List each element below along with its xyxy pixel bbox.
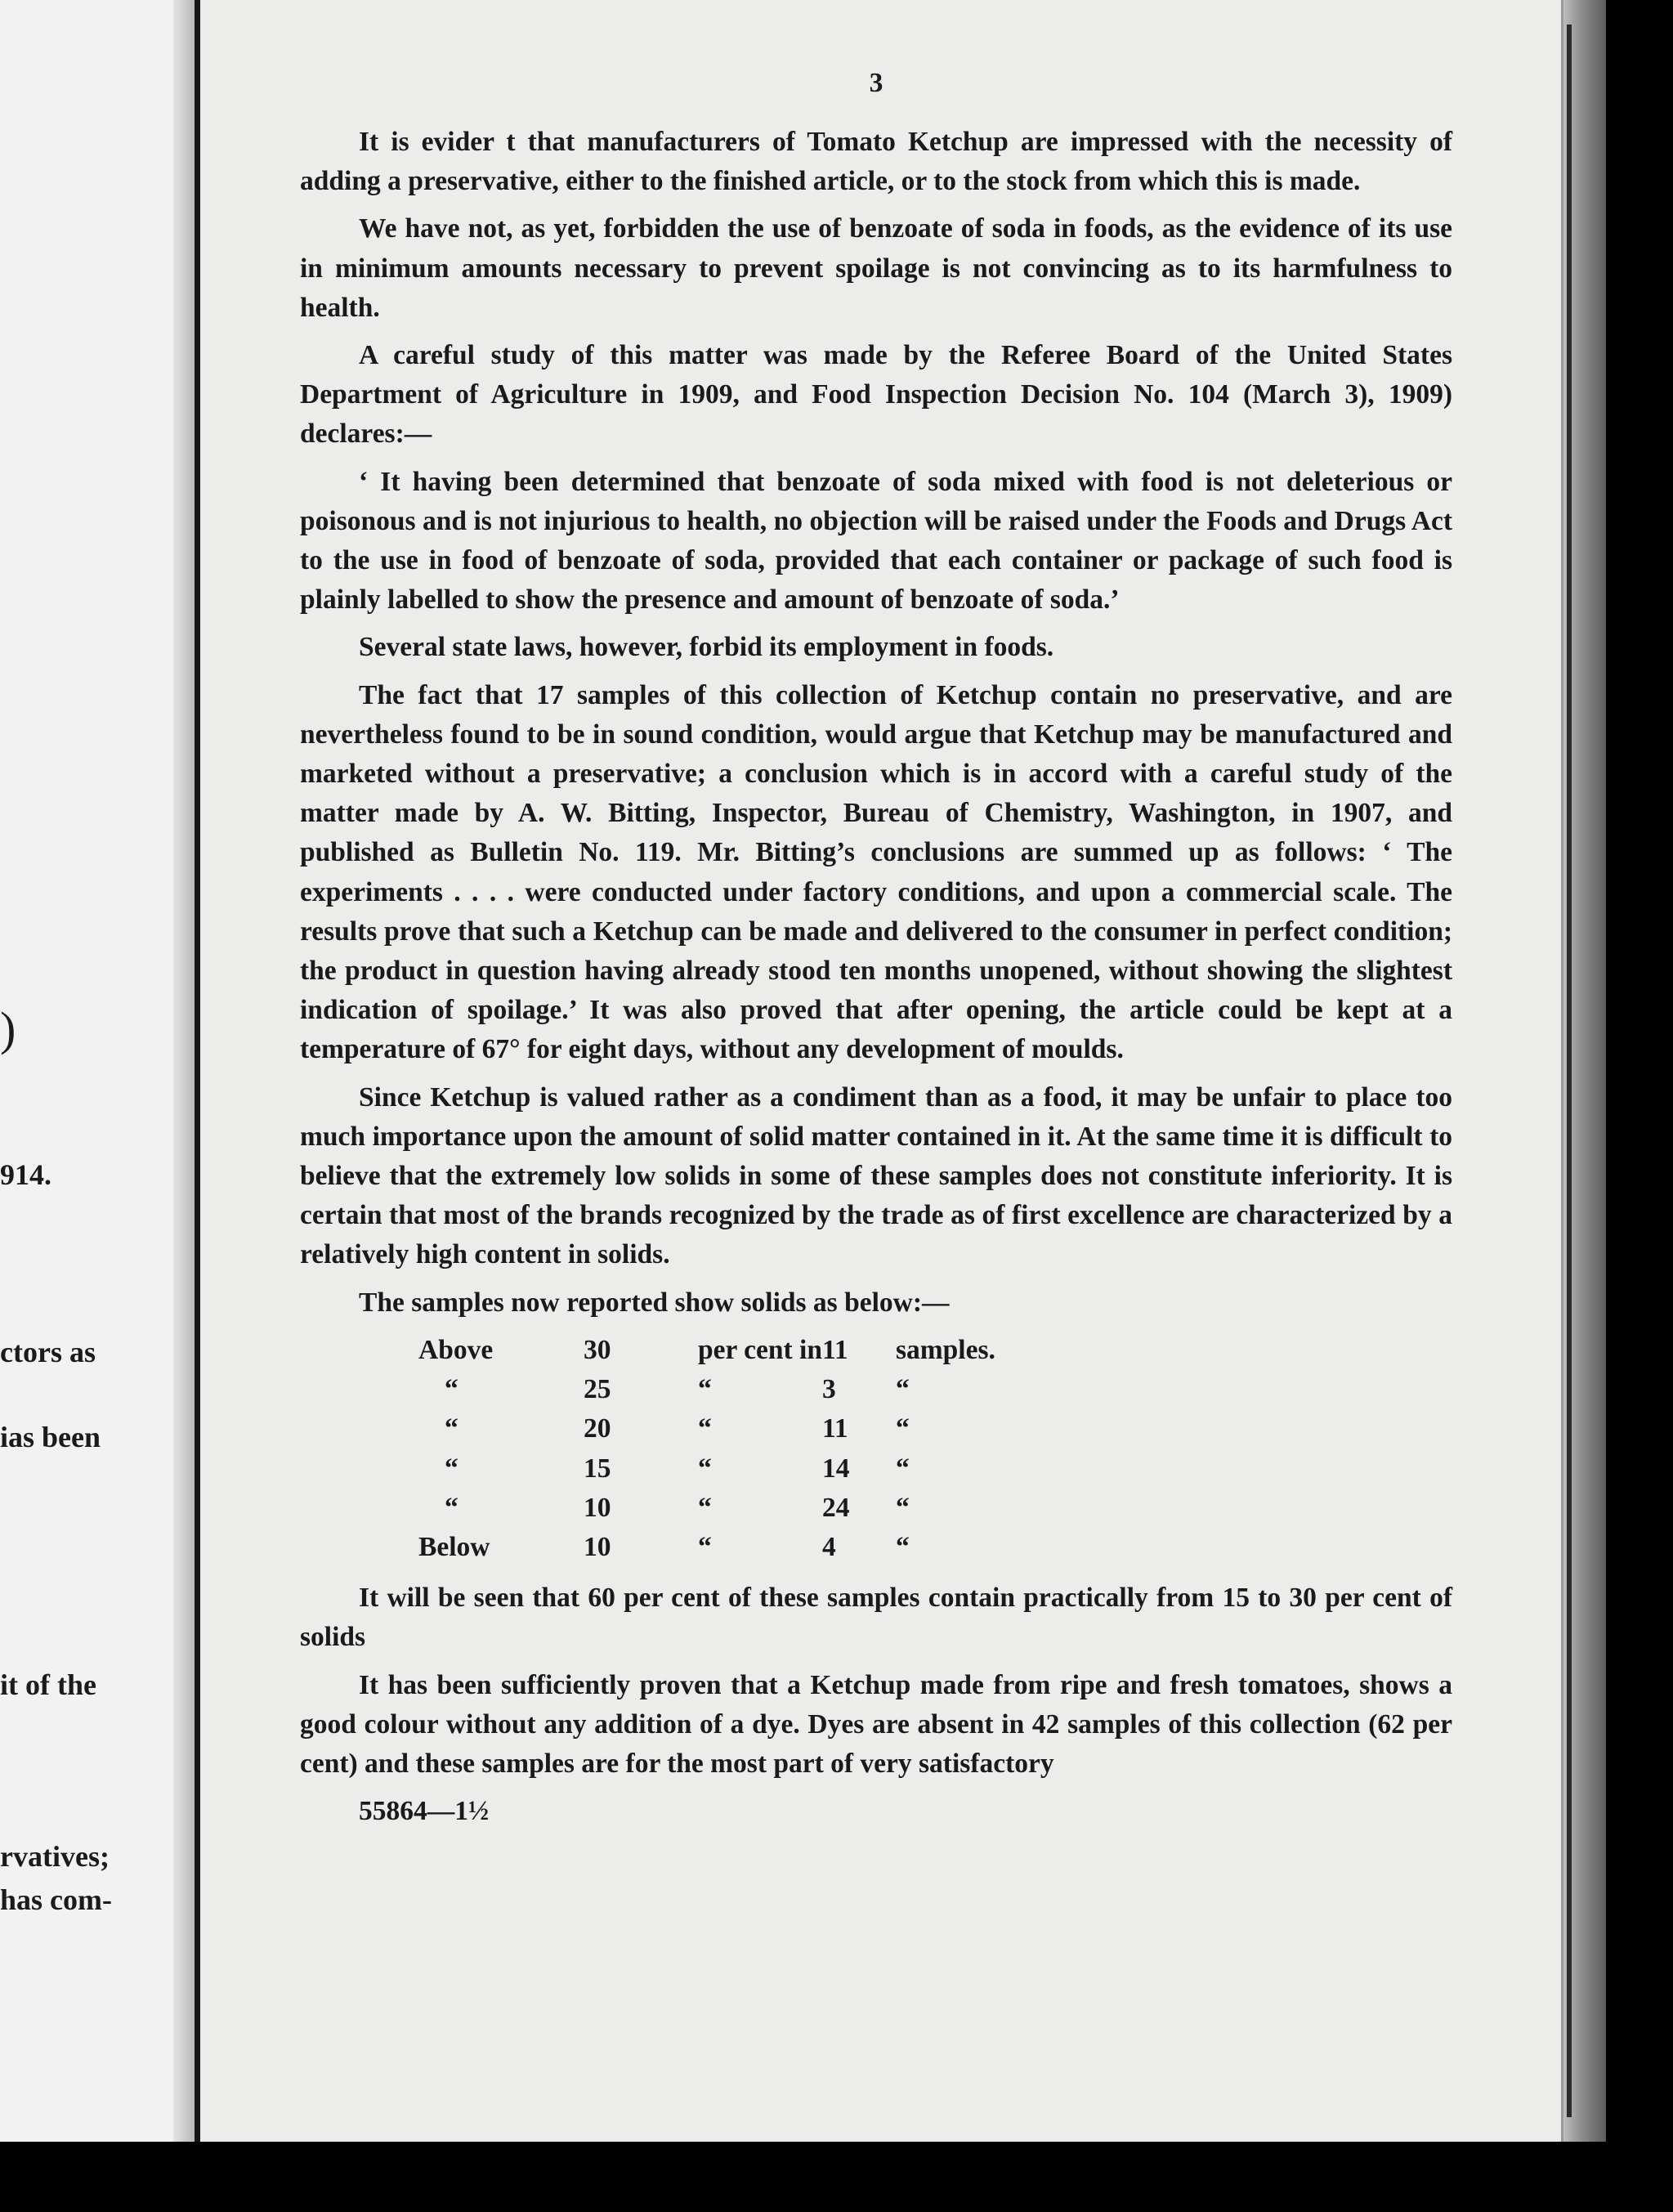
row-unit: “ — [895, 1531, 910, 1562]
row-unit: “ — [895, 1453, 910, 1484]
row-percent: 30 — [584, 1334, 611, 1365]
row-ditto: “ — [698, 1453, 712, 1484]
left-fragment: it of the — [0, 1668, 96, 1701]
left-fragment: ias been — [0, 1421, 101, 1453]
table-row — [418, 1370, 1141, 1409]
page-number: 3 — [869, 68, 883, 98]
body-paragraph: We have not, as yet, forbidden the use of benzoate of soda in foods, as the evidence of its use in minimum amounts necessary to prevent spoilage is not convincing as to its harmfulness to health. — [300, 213, 1452, 323]
body-paragraph: Since Ketchup is valued rather as a condiment than as a food, it may be unfair to place too much importance upon the amount of solid matter contained in it. At the same time it is difficult to believe that the extremely low solids in some of these samples does not constitute inferiority. It is certain that most of the brands recognized by the trade as of first excellence are characterized by a relatively high content in solids. — [300, 1081, 1452, 1270]
body-paragraph: The fact that 17 samples of this collection of Ketchup contain no preservative, and are nevertheless found to be in sound condition, would argue that Ketchup may be manufactured and marketed without a preservative; a conclusion which is in accord with a careful study of the matter made by A. W. Bitting, Inspector, Bureau of Chemistry, Washington, in 1907, and published as Bulletin No. 119. Mr. Bitting’s conclusions are summed up as follows: ‘ The experiments . . . . were conducted under factory conditions, and upon a commercial scale. The results prove that such a Ketchup can be made and delivered to the consumer in perfect condition; the product in question having already stood ten months unopened, without showing the slightest indication of spoilage.’ It was also proved that after opening, the article could be kept at a temperature of 67° for eight days, without any development of moulds. — [300, 679, 1452, 1065]
row-unit: “ — [895, 1413, 910, 1444]
row-label: Above — [418, 1334, 494, 1365]
table-row — [418, 1331, 1141, 1370]
row-ditto: “ — [698, 1531, 712, 1562]
left-fragment: ctors as — [0, 1336, 96, 1368]
right-page-edge — [1563, 0, 1606, 2142]
book-gutter — [195, 0, 200, 2142]
left-fragment: ) — [0, 1002, 16, 1055]
left-fragment: 914. — [0, 1158, 51, 1191]
body-paragraph: Several state laws, however, forbid its employment in foods. — [359, 632, 1054, 663]
table-row — [418, 1409, 1141, 1449]
gutter-shadow — [173, 0, 195, 2142]
page-content — [300, 49, 1452, 1831]
row-unit: “ — [895, 1374, 910, 1405]
left-fragment: has com- — [0, 1883, 112, 1916]
table-row — [418, 1528, 1141, 1567]
scan-bottom-border — [0, 2142, 1673, 2212]
body-paragraph: The samples now reported show solids as below:— — [359, 1287, 950, 1318]
left-fragment: rvatives; — [0, 1840, 110, 1873]
row-ditto: “ — [698, 1413, 712, 1444]
body-paragraph: It has been sufficiently proven that a Ketchup made from ripe and fresh tomatoes, shows a good colour without any addition of a dye. Dyes are absent in 42 samples of this collection (62 per cent) and these samples are for the most part of very satisfactory — [300, 1669, 1452, 1779]
row-label: “ — [445, 1374, 459, 1405]
row-count: 24 — [821, 1492, 850, 1523]
row-label: “ — [445, 1413, 459, 1444]
document-page — [200, 0, 1563, 2142]
row-label: “ — [445, 1453, 459, 1484]
quoted-decision: ‘ It having been determined that benzoate of soda mixed with food is not deleterious or poisonous and is not injurious to health, no objection will be raised under the Foods and Drugs Act to the use in food of benzoate of soda, provided that each container or package of such food is plainly labelled to show the presence and amount of benzoate of soda.’ — [300, 466, 1452, 616]
row-percent: 20 — [584, 1413, 611, 1444]
body-paragraph: A careful study of this matter was made by the Referee Board of the United States Department of Agriculture in 1909, and Food Inspection Decision No. 104 (March 3), 1909) declares:— — [300, 340, 1452, 450]
row-percent: 15 — [584, 1453, 611, 1484]
row-ditto: per cent in — [698, 1334, 822, 1365]
page-edge-line — [1567, 25, 1572, 2117]
row-ditto: “ — [698, 1492, 712, 1523]
row-count: 11 — [821, 1413, 848, 1444]
row-label: Below — [418, 1531, 490, 1562]
row-count: 4 — [821, 1531, 836, 1562]
row-label: “ — [445, 1492, 459, 1523]
solids-table — [418, 1331, 1141, 1567]
body-paragraph: It will be seen that 60 per cent of these samples contain practically from 15 to 30 per cent of solids — [300, 1583, 1452, 1653]
row-percent: 25 — [584, 1374, 611, 1405]
table-row — [418, 1489, 1141, 1528]
row-unit: “ — [895, 1492, 910, 1523]
row-ditto: “ — [698, 1374, 712, 1405]
row-percent: 10 — [584, 1531, 611, 1562]
row-count: 3 — [821, 1374, 836, 1405]
body-paragraph: It is evider t that manufacturers of Tomato Ketchup are impressed with the necessity of adding a preservative, either to the finished article, or to the stock from which this is made. — [300, 127, 1452, 197]
left-page-edge — [0, 0, 195, 2142]
printer-signature: 55864—1½ — [359, 1796, 490, 1827]
row-unit: samples. — [895, 1334, 995, 1365]
row-percent: 10 — [584, 1492, 611, 1523]
row-count: 14 — [821, 1453, 850, 1484]
row-count: 11 — [821, 1334, 848, 1365]
table-row — [418, 1449, 1141, 1489]
